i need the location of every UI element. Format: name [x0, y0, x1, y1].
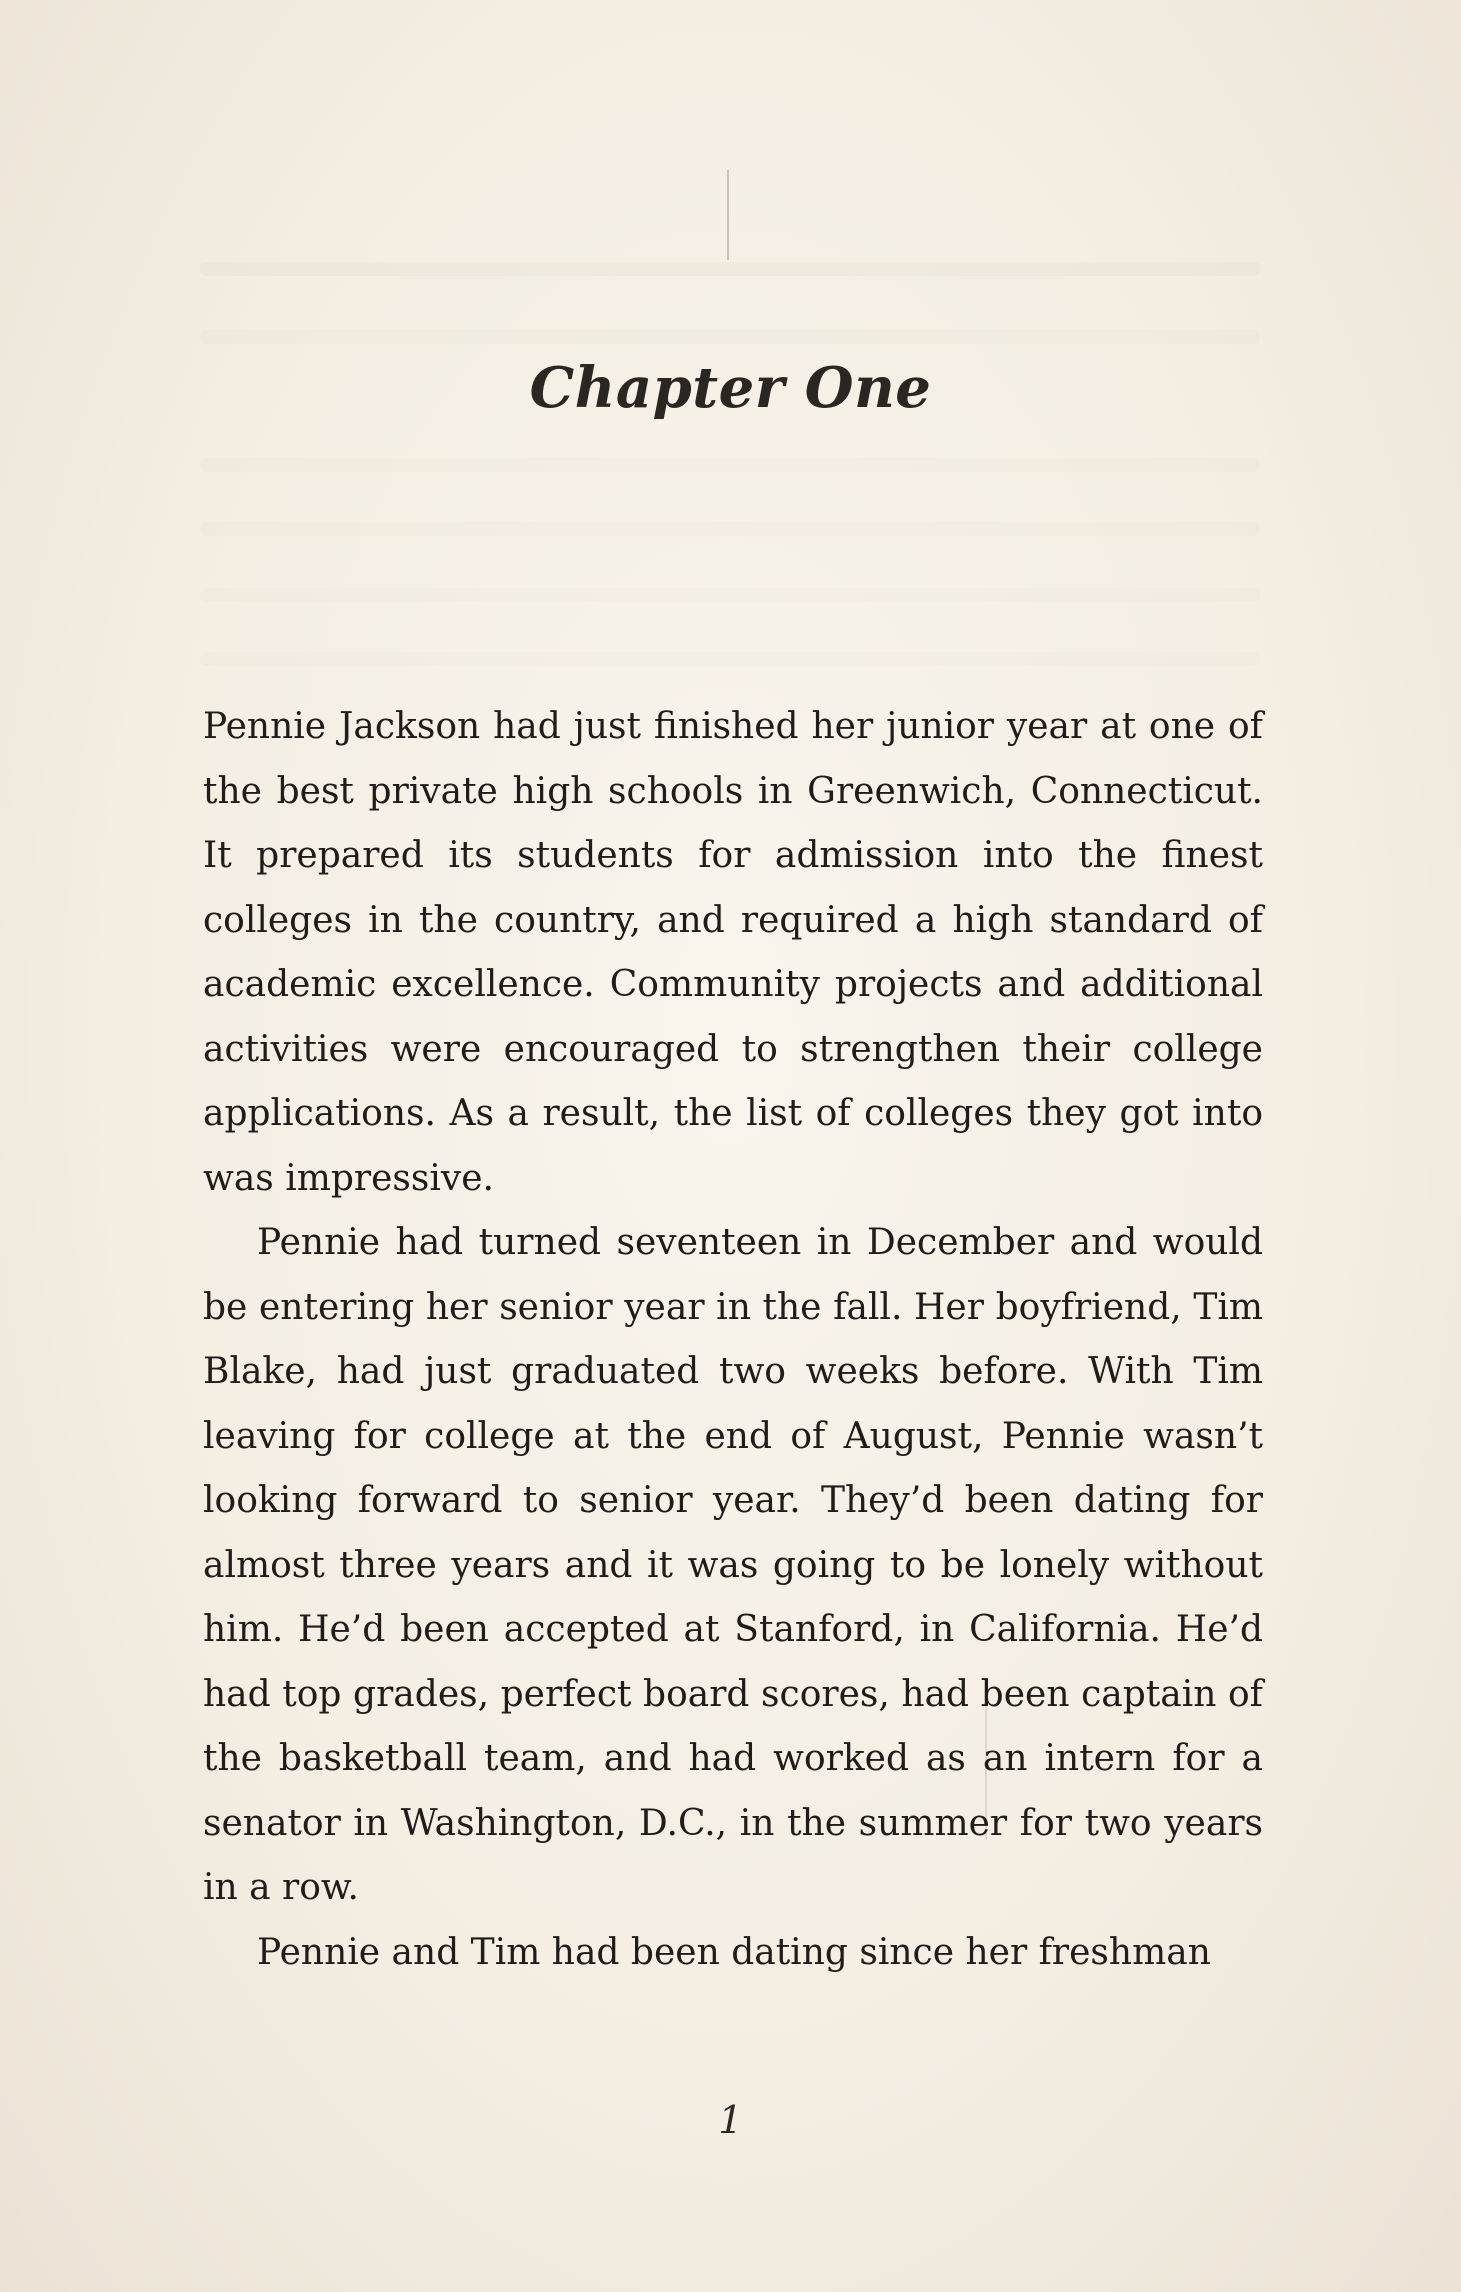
chapter-body	[203, 695, 1263, 1985]
bleed-through-line	[200, 588, 1260, 602]
bleed-through-line	[200, 652, 1260, 666]
paragraph-2: Pennie had turned seventeen in December and would be entering her senior year in the fall. Her boyfriend, Tim Blake, had just graduated two weeks before. With Tim leaving for college at the end of August, Pennie wasn’t looking forward to senior year. They’d been dating for almost three years and it was going to be lonely without him. He’d been accepted at Stanford, in California. He’d had top grades, perfect board scores, had been captain of the basketball team, and had worked as an intern for a senator in Washington, D.C., in the summer for two years in a row.	[203, 1222, 1263, 1908]
paper-crease	[727, 170, 729, 260]
bleed-through-line	[200, 330, 1260, 344]
bleed-through-line	[200, 262, 1260, 276]
paragraph-1: Pennie Jackson had just finished her junior year at one of the best private high schools in Greenwich, Connecticut. It prepared its students for admission into the finest colleges in the country, and required a high standard of academic excellence. Community projects and additional activities were encouraged to strengthen their college applications. As a result, the list of colleges they got into was impressive.	[203, 706, 1263, 1199]
paragraph-3: Pennie and Tim had been dating since her freshman	[257, 1931, 1211, 1973]
chapter-title: Chapter One	[529, 355, 932, 421]
bleed-through-line	[200, 522, 1260, 536]
bleed-through-line	[200, 458, 1260, 472]
page-number: 1	[718, 2098, 743, 2142]
